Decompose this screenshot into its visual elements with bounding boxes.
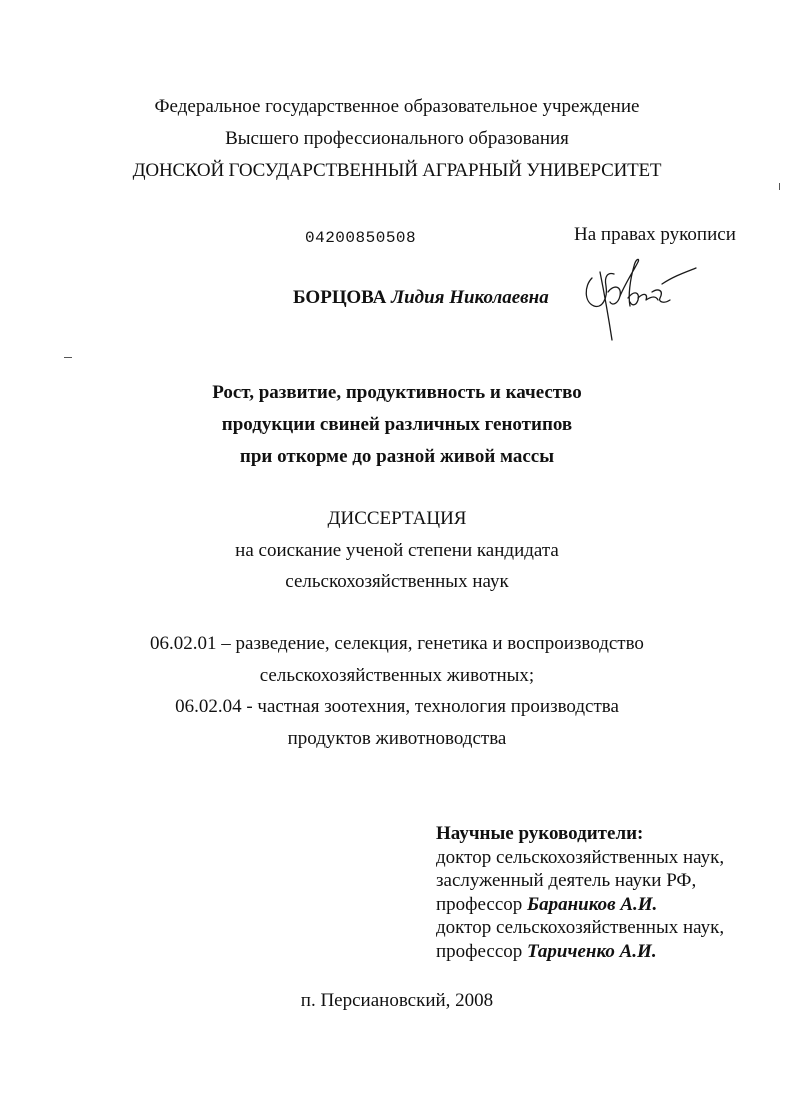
supervisor-2-name: Тариченко А.И.	[527, 940, 657, 962]
work-type: ДИССЕРТАЦИЯ	[327, 508, 467, 529]
author-given-name: Лидия Николаевна	[391, 287, 549, 308]
education-level: Высшего профессионального образования	[225, 128, 569, 149]
degree-line-2: сельскохозяйственных наук	[285, 571, 509, 592]
rights-note: На правах рукописи	[574, 224, 736, 245]
specialty-1-line-1: 06.02.01 – разведение, селекция, генетика и воспроизводство	[150, 633, 644, 654]
specialty-2-line-1: 06.02.04 - частная зоотехния, технология производства	[175, 696, 619, 717]
degree-line-1: на соискание ученой степени кандидата	[235, 540, 559, 561]
supervisor-1-title: профессор	[436, 893, 523, 915]
catalog-number: 04200850508	[305, 229, 417, 247]
author-surname: БОРЦОВА	[293, 287, 387, 308]
supervisor-2-title: профессор	[436, 940, 523, 962]
place-year: п. Персиановский, 2008	[300, 990, 494, 1011]
signature-icon	[578, 252, 703, 347]
institution-type: Федеральное государственное образовательное учреждение	[154, 96, 640, 117]
supervisor-2-degree: доктор сельскохозяйственных наук,	[436, 917, 725, 938]
supervisor-2	[436, 940, 724, 964]
supervisors-block	[436, 822, 724, 963]
title-line-3: при откорме до разной живой массы	[239, 446, 555, 467]
specialty-1-line-2: сельскохозяйственных животных;	[259, 665, 535, 686]
scan-artifact	[64, 357, 72, 358]
specialty-2-line-2: продуктов животноводства	[287, 728, 507, 749]
supervisor-1	[436, 893, 724, 917]
title-line-1: Рост, развитие, продуктивность и качество	[212, 382, 582, 403]
author-name	[293, 287, 549, 309]
title-line-2: продукции свиней различных генотипов	[221, 414, 573, 435]
supervisors-heading: Научные руководители:	[436, 823, 644, 844]
supervisor-1-degree: доктор сельскохозяйственных наук,	[436, 846, 725, 868]
scan-artifact	[779, 183, 780, 190]
supervisor-1-name: Бараников А.И.	[527, 893, 658, 915]
supervisor-1-honor: заслуженный деятель науки РФ,	[436, 870, 697, 891]
university-name: ДОНСКОЙ ГОСУДАРСТВЕННЫЙ АГРАРНЫЙ УНИВЕРСИТЕТ	[132, 160, 662, 181]
